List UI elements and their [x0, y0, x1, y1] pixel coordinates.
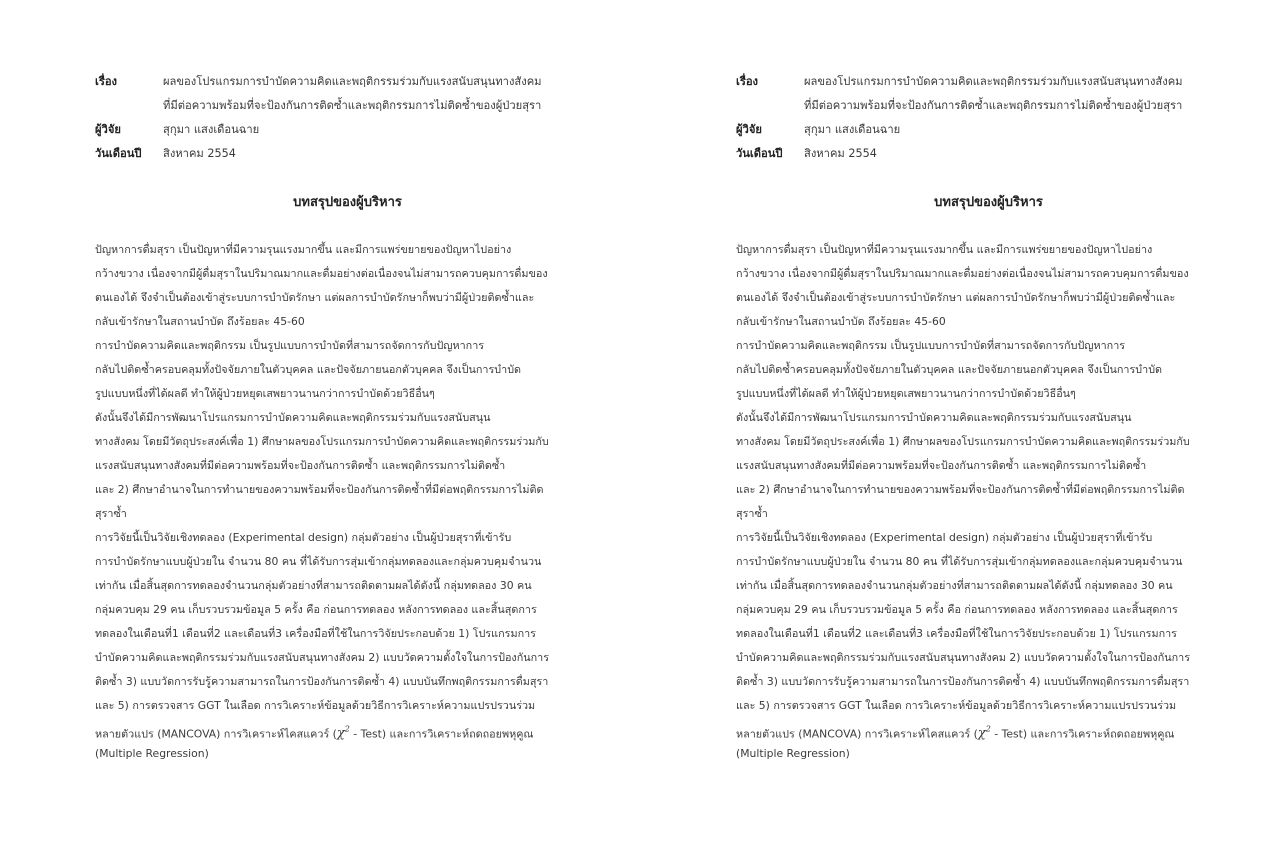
- page-title: บทสรุปของผู้บริหาร: [293, 195, 402, 210]
- body-line: การบำบัดความคิดและพฤติกรรม เป็นรูปแบบการบำบัดที่สามารถจัดการกับปัญหาการ: [95, 339, 485, 352]
- meta-subject-label: เรื่อง: [736, 75, 759, 88]
- body-line: เท่ากัน เมื่อสิ้นสุดการทดลองจำนวนกลุ่มตัวอย่างที่สามารถติดตามผลได้ดังนี้ กลุ่มทดลอง 30 คน: [95, 579, 532, 592]
- body-line: การบำบัดรักษาแบบผู้ป่วยใน จำนวน 80 คน ที่ได้รับการสุ่มเข้ากลุ่มทดลองและกลุ่มควบคุมจำนวน: [95, 555, 542, 568]
- body-line: ติดซ้ำ 3) แบบวัดการรับรู้ความสามารถในการป้องกันการติดซ้ำ 4) แบบบันทึกพฤติกรรมการดื่มสุรา: [736, 675, 1190, 688]
- chi-line-before: หลายตัวแปร (MANCOVA) การวิเคราะห์ไคสแควร์ (: [736, 727, 978, 741]
- body-line: ดังนั้นจึงได้มีการพัฒนาโปรแกรมการบำบัดความคิดและพฤติกรรมร่วมกับแรงสนับสนุน: [95, 411, 491, 424]
- document-page-left: [95, 0, 565, 868]
- body-line: ทางสังคม โดยมีวัตถุประสงค์เพื่อ 1) ศึกษาผลของโปรแกรมการบำบัดความคิดและพฤติกรรมร่วมกับ: [736, 435, 1190, 448]
- meta-subject-value-2: ที่มีต่อความพร้อมที่จะป้องกันการติดซ้ำและพฤติกรรมการไม่ติดซ้ำของผู้ป่วยสุรา: [163, 99, 542, 112]
- meta-subject-row-2: [95, 94, 565, 118]
- body-line: และ 5) การตรวจสาร GGT ในเลือด การวิเคราะห์ข้อมูลด้วยวิธีการวิเคราะห์ความแปรปรวนร่วม: [95, 699, 536, 712]
- body-line: ติดซ้ำ 3) แบบวัดการรับรู้ความสามารถในการป้องกันการติดซ้ำ 4) แบบบันทึกพฤติกรรมการดื่มสุรา: [95, 675, 549, 688]
- meta-date-row: [736, 142, 1206, 166]
- body-line: รูปแบบหนึ่งที่ได้ผลดี ทำให้ผู้ป่วยหยุดเสพยาวนานกว่าการบำบัดด้วยวิธีอื่นๆ: [95, 387, 435, 400]
- body-text: [95, 238, 565, 766]
- meta-date-row: [95, 142, 565, 166]
- meta-subject-row: [736, 70, 1206, 94]
- meta-subject-value: ผลของโปรแกรมการบำบัดความคิดและพฤติกรรมร่วมกับแรงสนับสนุนทางสังคม: [804, 75, 1183, 88]
- meta-researcher-row: [95, 118, 565, 142]
- body-line: กลับไปติดซ้ำครอบคลุมทั้งปัจจัยภายในตัวบุคคล และปัจจัยภายนอกตัวบุคคล จึงเป็นการบำบัด: [736, 363, 1163, 376]
- meta-subject-row: [95, 70, 565, 94]
- body-line: และ 2) ศึกษาอำนาจในการทำนายของความพร้อมที่จะป้องกันการติดซ้ำที่มีต่อพฤติกรรมการไม่ติด: [95, 483, 544, 496]
- meta-subject-value: ผลของโปรแกรมการบำบัดความคิดและพฤติกรรมร่วมกับแรงสนับสนุนทางสังคม: [163, 75, 542, 88]
- meta-researcher-label: ผู้วิจัย: [736, 123, 762, 136]
- document-meta: [736, 70, 1206, 166]
- body-line: การวิจัยนี้เป็นวิจัยเชิงทดลอง (Experimental design) กลุ่มตัวอย่าง เป็นผู้ป่วยสุราที่เข้ารับ: [736, 531, 1153, 544]
- body-line: สุราซ้ำ: [95, 507, 127, 520]
- body-line: รูปแบบหนึ่งที่ได้ผลดี ทำให้ผู้ป่วยหยุดเสพยาวนานกว่าการบำบัดด้วยวิธีอื่นๆ: [736, 387, 1076, 400]
- chi-square-symbol: $\chi^2$: [977, 725, 991, 742]
- body-line: การบำบัดความคิดและพฤติกรรม เป็นรูปแบบการบำบัดที่สามารถจัดการกับปัญหาการ: [736, 339, 1126, 352]
- body-line: สุราซ้ำ: [736, 507, 768, 520]
- body-line: ทดลองในเดือนที่1 เดือนที่2 และเดือนที่3 เครื่องมือที่ใช้ในการวิจัยประกอบด้วย 1) โปรแกรมการ: [95, 627, 536, 640]
- chi-line-after: - Test) และการวิเคราะห์ถดถอยพหุคูณ: [990, 727, 1175, 741]
- body-line: ดังนั้นจึงได้มีการพัฒนาโปรแกรมการบำบัดความคิดและพฤติกรรมร่วมกับแรงสนับสนุน: [736, 411, 1132, 424]
- meta-date-label: วันเดือนปี: [736, 147, 783, 160]
- body-line: กลับไปติดซ้ำครอบคลุมทั้งปัจจัยภายในตัวบุคคล และปัจจัยภายนอกตัวบุคคล จึงเป็นการบำบัด: [95, 363, 522, 376]
- body-line-chi: [95, 718, 565, 742]
- meta-researcher-label: ผู้วิจัย: [95, 123, 121, 136]
- chi-square-symbol: $\chi^2$: [336, 725, 350, 742]
- meta-researcher-row: [736, 118, 1206, 142]
- body-line: ทางสังคม โดยมีวัตถุประสงค์เพื่อ 1) ศึกษาผลของโปรแกรมการบำบัดความคิดและพฤติกรรมร่วมกับ: [95, 435, 549, 448]
- body-line: ตนเองได้ จึงจำเป็นต้องเข้าสู่ระบบการบำบัดรักษา แต่ผลการบำบัดรักษาก็พบว่ามีผู้ป่วยติดซ้ำและ: [736, 291, 1176, 304]
- meta-subject-value-2: ที่มีต่อความพร้อมที่จะป้องกันการติดซ้ำและพฤติกรรมการไม่ติดซ้ำของผู้ป่วยสุรา: [804, 99, 1183, 112]
- chi-line-before: หลายตัวแปร (MANCOVA) การวิเคราะห์ไคสแควร์ (: [95, 727, 337, 741]
- body-line: เท่ากัน เมื่อสิ้นสุดการทดลองจำนวนกลุ่มตัวอย่างที่สามารถติดตามผลได้ดังนี้ กลุ่มทดลอง 30 คน: [736, 579, 1173, 592]
- meta-date-label: วันเดือนปี: [95, 147, 142, 160]
- body-line-chi: [736, 718, 1206, 742]
- document-page-right: [736, 0, 1206, 868]
- body-line: ตนเองได้ จึงจำเป็นต้องเข้าสู่ระบบการบำบัดรักษา แต่ผลการบำบัดรักษาก็พบว่ามีผู้ป่วยติดซ้ำและ: [95, 291, 535, 304]
- meta-researcher-value: สุกุมา แสงเดือนฉาย: [163, 123, 260, 136]
- body-line: การวิจัยนี้เป็นวิจัยเชิงทดลอง (Experimental design) กลุ่มตัวอย่าง เป็นผู้ป่วยสุราที่เข้ารับ: [95, 531, 512, 544]
- body-line: และ 5) การตรวจสาร GGT ในเลือด การวิเคราะห์ข้อมูลด้วยวิธีการวิเคราะห์ความแปรปรวนร่วม: [736, 699, 1177, 712]
- meta-date-value: สิงหาคม 2554: [804, 147, 877, 160]
- body-line: ทดลองในเดือนที่1 เดือนที่2 และเดือนที่3 เครื่องมือที่ใช้ในการวิจัยประกอบด้วย 1) โปรแกรมการ: [736, 627, 1177, 640]
- body-line: กลุ่มควบคุม 29 คน เก็บรวบรวมข้อมูล 5 ครั้ง คือ ก่อนการทดลอง หลังการทดลอง และสิ้นสุดการ: [736, 603, 1178, 616]
- meta-subject-label: เรื่อง: [95, 75, 118, 88]
- body-line: บำบัดความคิดและพฤติกรรมร่วมกับแรงสนับสนุนทางสังคม 2) แบบวัดความตั้งใจในการป้องกันการ: [95, 651, 550, 664]
- chi-line-after: - Test) และการวิเคราะห์ถดถอยพหุคูณ: [349, 727, 534, 741]
- body-line: กว้างขวาง เนื่องจากมีผู้ดื่มสุราในปริมาณมากและดื่มอย่างต่อเนื่องจนไม่สามารถควบคุมการดื่มของ: [95, 267, 548, 280]
- body-line: แรงสนับสนุนทางสังคมที่มีต่อความพร้อมที่จะป้องกันการติดซ้ำ และพฤติกรรมการไม่ติดซ้ำ: [736, 459, 1147, 472]
- body-line: (Multiple Regression): [95, 747, 209, 760]
- meta-date-value: สิงหาคม 2554: [163, 147, 236, 160]
- document-meta: [95, 70, 565, 166]
- body-line: กลุ่มควบคุม 29 คน เก็บรวบรวมข้อมูล 5 ครั้ง คือ ก่อนการทดลอง หลังการทดลอง และสิ้นสุดการ: [95, 603, 537, 616]
- body-text: [736, 238, 1206, 766]
- page-title: บทสรุปของผู้บริหาร: [934, 195, 1043, 210]
- meta-subject-row-2: [736, 94, 1206, 118]
- meta-researcher-value: สุกุมา แสงเดือนฉาย: [804, 123, 901, 136]
- body-line: (Multiple Regression): [736, 747, 850, 760]
- body-line: กลับเข้ารักษาในสถานบำบัด ถึงร้อยละ 45-60: [95, 315, 305, 328]
- body-line: กลับเข้ารักษาในสถานบำบัด ถึงร้อยละ 45-60: [736, 315, 946, 328]
- body-line: ปัญหาการดื่มสุรา เป็นปัญหาที่มีความรุนแรงมากขึ้น และมีการแพร่ขยายของปัญหาไปอย่าง: [95, 243, 512, 256]
- body-line: ปัญหาการดื่มสุรา เป็นปัญหาที่มีความรุนแรงมากขึ้น และมีการแพร่ขยายของปัญหาไปอย่าง: [736, 243, 1153, 256]
- body-line: กว้างขวาง เนื่องจากมีผู้ดื่มสุราในปริมาณมากและดื่มอย่างต่อเนื่องจนไม่สามารถควบคุมการดื่มของ: [736, 267, 1189, 280]
- body-line: แรงสนับสนุนทางสังคมที่มีต่อความพร้อมที่จะป้องกันการติดซ้ำ และพฤติกรรมการไม่ติดซ้ำ: [95, 459, 506, 472]
- body-line: และ 2) ศึกษาอำนาจในการทำนายของความพร้อมที่จะป้องกันการติดซ้ำที่มีต่อพฤติกรรมการไม่ติด: [736, 483, 1185, 496]
- body-line: การบำบัดรักษาแบบผู้ป่วยใน จำนวน 80 คน ที่ได้รับการสุ่มเข้ากลุ่มทดลองและกลุ่มควบคุมจำนวน: [736, 555, 1183, 568]
- body-line: บำบัดความคิดและพฤติกรรมร่วมกับแรงสนับสนุนทางสังคม 2) แบบวัดความตั้งใจในการป้องกันการ: [736, 651, 1191, 664]
